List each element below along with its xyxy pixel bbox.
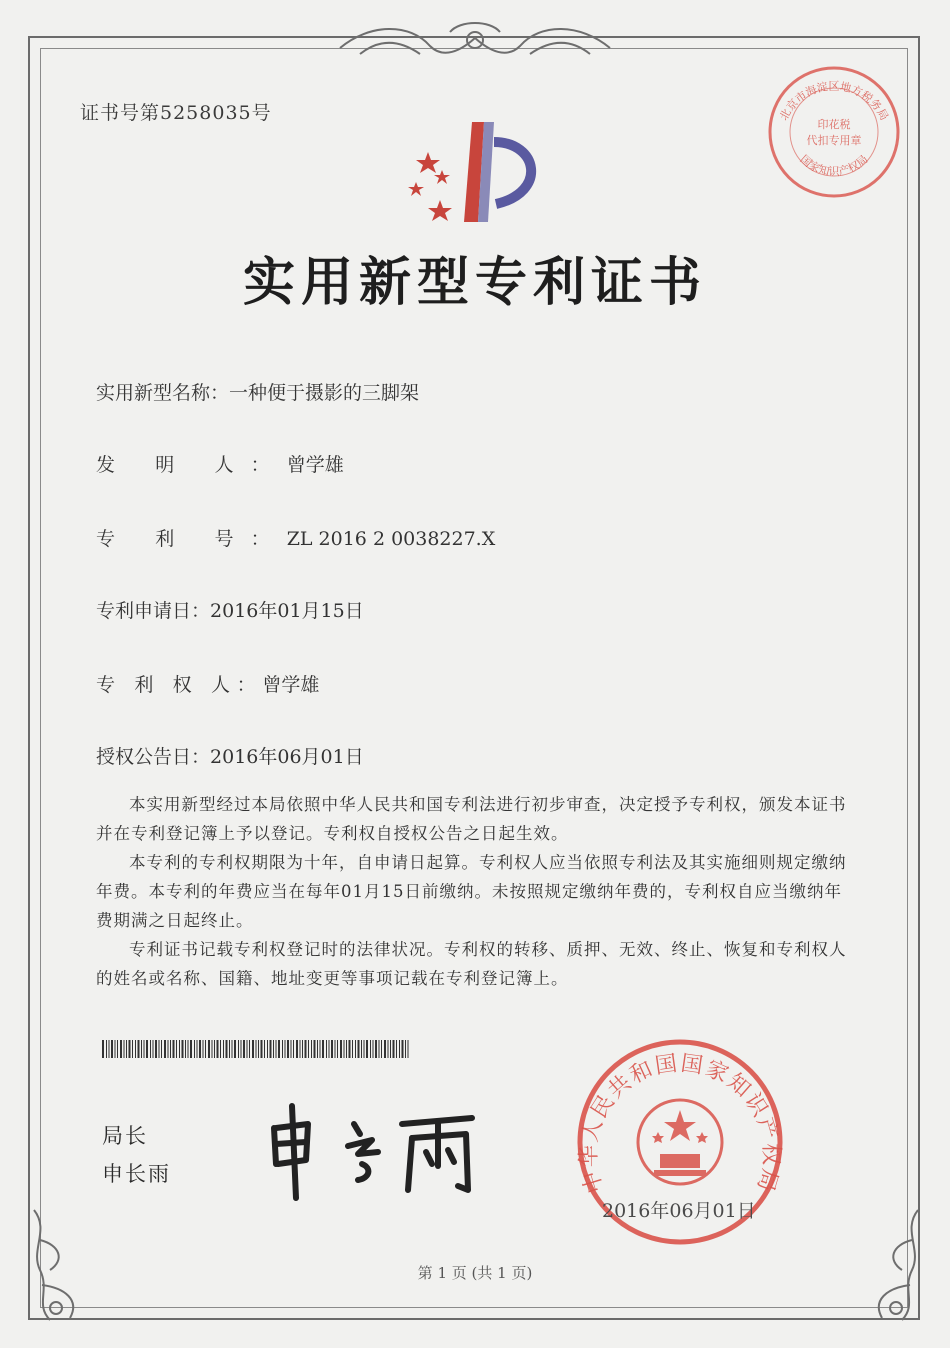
field-name bbox=[96, 378, 419, 405]
field-patent-number bbox=[96, 524, 495, 551]
field-value: 曾学雄 bbox=[262, 674, 320, 696]
field-value: ZL 2016 2 0038227.X bbox=[286, 528, 496, 550]
small-seal-line1: 印花税 bbox=[817, 118, 851, 131]
svg-text:国家知识产权局 bbox=[798, 153, 871, 179]
certificate-body bbox=[96, 790, 856, 993]
issue-date: 2016年06月01日 bbox=[602, 1200, 756, 1222]
director-title: 局长 bbox=[102, 1124, 148, 1148]
director-signature bbox=[262, 1094, 492, 1204]
field-value: 2016年06月01日 bbox=[210, 746, 364, 768]
svg-text:北京市海淀区地方税务局 bbox=[777, 79, 891, 123]
top-ornament bbox=[330, 18, 620, 66]
field-label: 发 明 人： bbox=[96, 454, 287, 476]
field-value: 2016年01月15日 bbox=[210, 600, 364, 622]
field-inventor bbox=[96, 450, 344, 477]
field-value: 一种便于摄影的三脚架 bbox=[229, 382, 420, 404]
field-value: 曾学雄 bbox=[286, 454, 344, 476]
stamp-duty-seal bbox=[766, 64, 902, 200]
field-label: 授权公告日： bbox=[96, 746, 211, 768]
field-label: 专 利 号： bbox=[96, 528, 287, 550]
field-label: 专 利 权 人： bbox=[96, 674, 263, 696]
paragraph: 本专利的专利权期限为十年，自申请日起算。专利权人应当依照专利法及其实施细则规定缴纳年费。本专利的年费应当在每年01月15日前缴纳。未按照规定缴纳年费的，专利权自应当缴纳年费期满之日起终止。 bbox=[96, 853, 847, 930]
barcode bbox=[102, 1040, 412, 1058]
small-seal-line2: 代扣专用章 bbox=[806, 134, 862, 147]
certificate-number: 证书号第5258035号 bbox=[80, 102, 272, 124]
field-application-date bbox=[96, 596, 364, 623]
field-label: 专利申请日： bbox=[96, 600, 211, 622]
small-seal-bottom-text: 国家知识产权局 bbox=[797, 152, 871, 179]
seal-text: 中华人民共和国国家知识产权局 bbox=[576, 1051, 784, 1196]
field-grant-date bbox=[96, 742, 364, 769]
field-patentee bbox=[96, 670, 319, 697]
patent-office-emblem-icon bbox=[398, 112, 558, 232]
paragraph: 本实用新型经过本局依照中华人民共和国专利法进行初步审查，决定授予专利权，颁发本证书并在专利登记簿上予以登记。专利权自授权公告之日起生效。 bbox=[96, 795, 847, 843]
small-seal-ring-text: 北京市海淀区地方税务局 bbox=[777, 79, 891, 123]
page-number: 第 1 页 (共 1 页) bbox=[417, 1264, 533, 1282]
director-name: 申长雨 bbox=[102, 1162, 171, 1186]
certificate-title: 实用新型专利证书 bbox=[242, 252, 707, 313]
paragraph: 专利证书记载专利权登记时的法律状况。专利权的转移、质押、无效、终止、恢复和专利权人的姓名或名称、国籍、地址变更等事项记载在专利登记簿上。 bbox=[96, 940, 847, 988]
field-label: 实用新型名称： bbox=[96, 382, 230, 404]
